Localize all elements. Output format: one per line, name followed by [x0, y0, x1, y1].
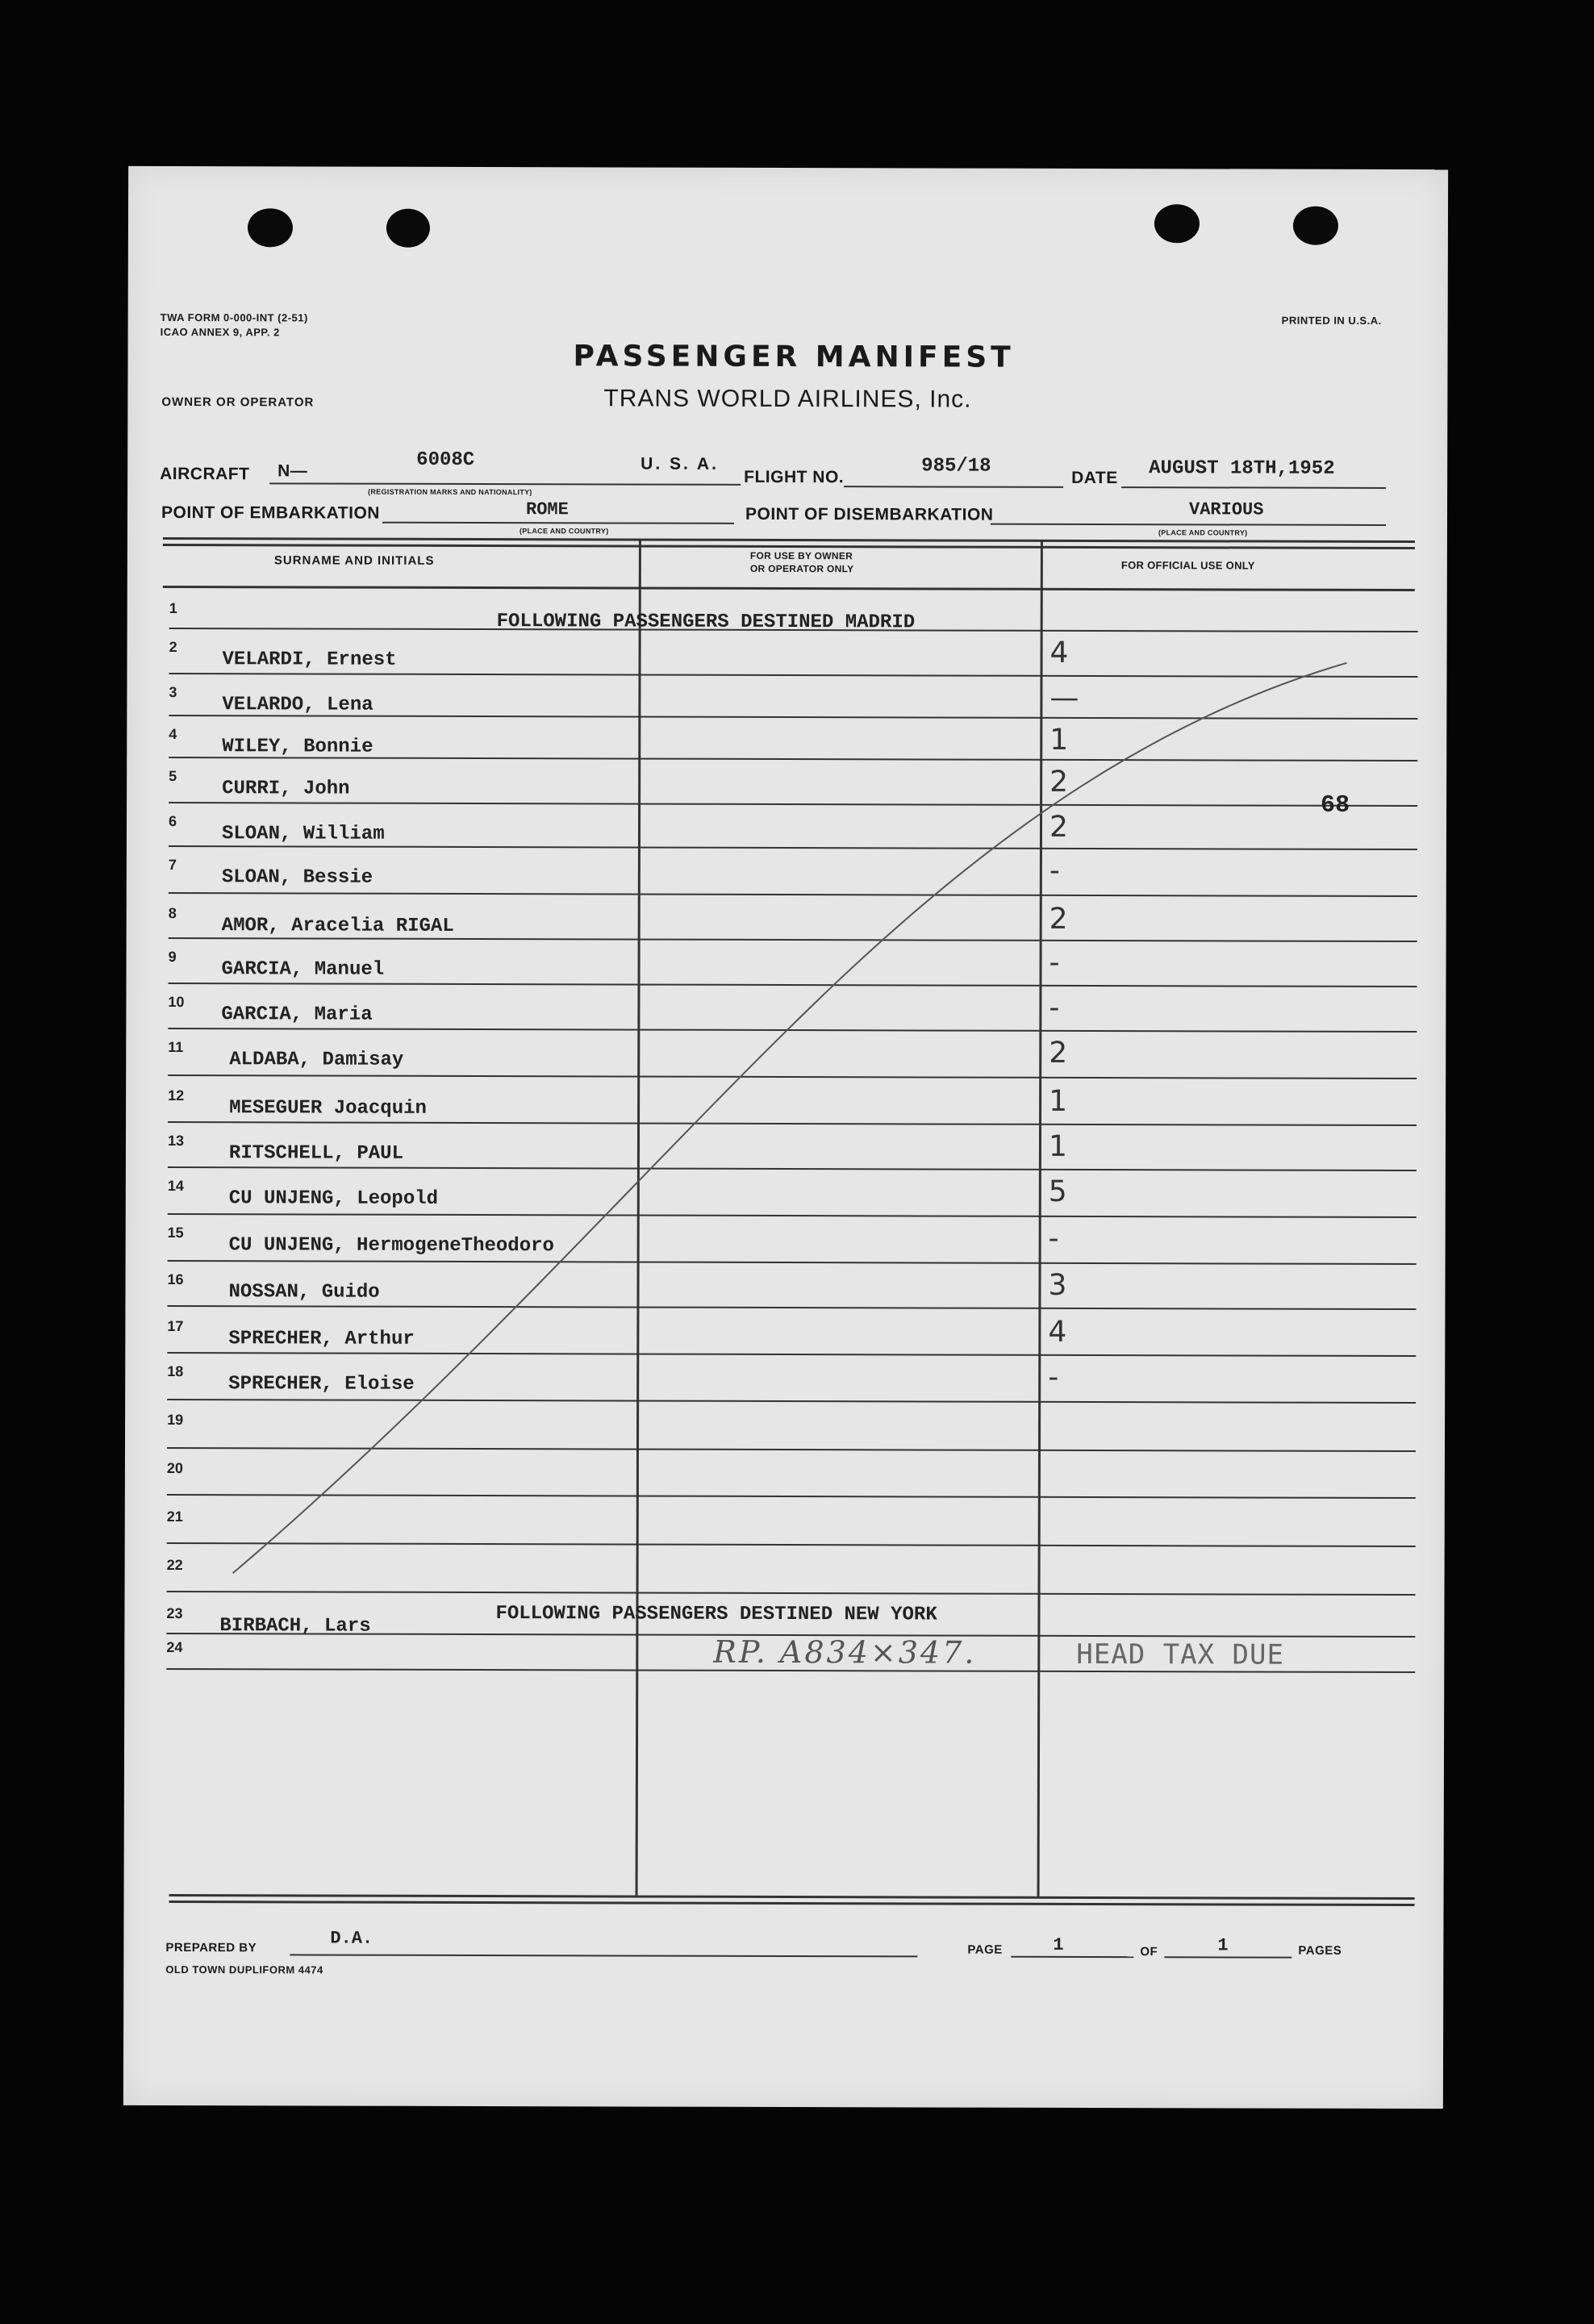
passenger-name: BIRBACH, Lars	[219, 1615, 371, 1638]
punch-hole	[1293, 207, 1338, 245]
row-rule	[168, 1121, 1417, 1126]
of-label: OF	[1140, 1945, 1158, 1959]
printed-in-usa: PRINTED IN U.S.A.	[1281, 314, 1382, 327]
prepared-by-value: D.A.	[330, 1928, 373, 1949]
passenger-name: VELARDO, Lena	[222, 694, 373, 716]
aircraft-value: 6008C	[416, 449, 475, 471]
row-rule	[169, 673, 1418, 678]
row-rule	[169, 715, 1417, 720]
flight-underline	[844, 486, 1063, 488]
rp-number: RP. A834×347.	[713, 1633, 977, 1671]
table-top-rule	[163, 537, 1415, 543]
embarkation-caption: (PLACE AND COUNTRY)	[519, 527, 609, 536]
row-rule	[167, 1591, 1416, 1596]
disembarkation-label: POINT OF DISEMBARKATION	[745, 504, 994, 524]
row-rule	[167, 1447, 1416, 1452]
manifest-paper	[123, 166, 1448, 2109]
row-rule	[169, 845, 1417, 850]
row-rule	[168, 983, 1417, 987]
date-label: DATE	[1071, 468, 1118, 488]
aircraft-label: AIRCRAFT	[160, 464, 250, 484]
row-rule	[168, 1074, 1417, 1079]
official-mark: 1	[1049, 723, 1069, 757]
row-number: 24	[166, 1638, 183, 1656]
official-mark: -	[1049, 853, 1060, 887]
row-number: 18	[167, 1362, 184, 1380]
flight-no-label: FLIGHT NO.	[744, 467, 845, 487]
registration-caption: (REGISTRATION MARKS AND NATIONALITY)	[368, 487, 532, 497]
of-underline	[1164, 1956, 1291, 1958]
official-mark: —	[1049, 681, 1079, 715]
table-bottom-rule-2	[169, 1901, 1415, 1906]
passenger-name: CU UNJENG, Leopold	[228, 1187, 439, 1210]
official-mark: 5	[1048, 1175, 1067, 1208]
row-number: 16	[167, 1270, 184, 1288]
row-number: 10	[168, 993, 185, 1011]
nationality: U. S. A.	[641, 454, 719, 474]
passenger-name: SPRECHER, Arthur	[228, 1328, 415, 1350]
row-rule	[168, 1213, 1417, 1218]
column-divider-1	[636, 540, 641, 1896]
of-value: 1	[1217, 1935, 1229, 1956]
embarkation-label: POINT OF EMBARKATION	[161, 503, 380, 523]
official-mark: 3	[1048, 1268, 1067, 1302]
page-underline	[1011, 1956, 1133, 1958]
column-header-owner-2: OR OPERATOR ONLY	[749, 562, 854, 575]
header-bottom-rule	[163, 586, 1415, 591]
row-number: 22	[166, 1556, 183, 1574]
row-number: 19	[167, 1411, 184, 1429]
punch-hole	[386, 209, 430, 248]
prepared-by-label: PREPARED BY	[165, 1940, 257, 1955]
passenger-name: VELARDI, Ernest	[222, 649, 397, 671]
row-rule	[169, 937, 1417, 942]
row-number: 20	[166, 1459, 183, 1477]
prepared-underline	[290, 1954, 917, 1957]
passenger-name: CURRI, John	[222, 778, 350, 800]
row-rule	[167, 1542, 1416, 1547]
row-number: 9	[168, 948, 177, 966]
row-number: 1	[169, 599, 177, 617]
row-number: 11	[168, 1038, 184, 1056]
date-value: AUGUST 18TH,1952	[1149, 457, 1335, 480]
column-header-surname: SURNAME AND INITIALS	[273, 553, 435, 568]
embarkation-underline	[382, 522, 734, 524]
form-id-line-2: ICAO ANNEX 9, APP. 2	[160, 325, 280, 339]
passenger-name: AMOR, Aracelia RIGAL	[221, 915, 454, 937]
official-mark: 2	[1049, 902, 1068, 936]
column-header-official: FOR OFFICIAL USE ONLY	[1120, 559, 1255, 572]
passenger-name: WILEY, Bonnie	[222, 736, 373, 758]
row-number: 23	[166, 1604, 183, 1622]
column-header-owner-1: FOR USE BY OWNER	[749, 549, 853, 562]
official-mark: -	[1048, 1221, 1059, 1255]
row-rule	[169, 892, 1417, 897]
head-tax-stamp: HEAD TAX DUE	[1076, 1638, 1285, 1671]
row-number: 15	[167, 1224, 184, 1241]
official-mark: 1	[1049, 1084, 1068, 1118]
row-number: 2	[169, 638, 177, 656]
row-number: 17	[167, 1317, 184, 1335]
passenger-name: GARCIA, Maria	[221, 1003, 373, 1026]
official-mark: -	[1048, 1360, 1059, 1394]
row-number: 3	[169, 683, 177, 701]
row-rule	[167, 1399, 1416, 1404]
airline-name: TRANS WORLD AIRLINES, Inc.	[603, 385, 972, 413]
aircraft-prefix: N—	[277, 461, 308, 481]
row-number: 14	[167, 1177, 184, 1195]
row-number: 12	[168, 1087, 185, 1104]
row-rule	[167, 1494, 1416, 1499]
official-mark: 1	[1048, 1129, 1067, 1163]
passenger-name: SLOAN, Bessie	[221, 866, 373, 889]
row-number: 8	[168, 904, 177, 922]
official-mark: 2	[1049, 1036, 1068, 1070]
aircraft-underline	[269, 482, 741, 486]
row-rule	[168, 1260, 1417, 1265]
punch-hole	[1154, 204, 1200, 243]
disembarkation-value: VARIOUS	[1189, 499, 1264, 520]
date-underline	[1121, 486, 1386, 489]
disembarkation-underline	[991, 524, 1386, 526]
passenger-name: MESEGUER Joacquin	[229, 1097, 427, 1120]
row-rule	[167, 1305, 1416, 1310]
owner-label: OWNER OR OPERATOR	[161, 394, 315, 410]
row-rule	[168, 1166, 1417, 1171]
passenger-name: GARCIA, Manuel	[221, 958, 385, 981]
official-mark: 4	[1048, 1315, 1067, 1349]
passenger-name: CU UNJENG, HermogeneTheodoro	[228, 1234, 554, 1258]
form-id-line-1: TWA FORM 0-000-INT (2-51)	[160, 311, 308, 324]
table-bottom-rule	[169, 1894, 1415, 1900]
new-york-note: FOLLOWING PASSENGERS DESTINED NEW YORK	[495, 1603, 937, 1626]
passenger-name: RITSCHELL, PAUL	[228, 1142, 404, 1165]
official-mark: 4	[1049, 636, 1069, 670]
official-mark: 2	[1049, 810, 1068, 844]
row-rule	[168, 1028, 1417, 1033]
madrid-note: FOLLOWING PASSENGERS DESTINED MADRID	[496, 611, 916, 634]
punch-hole	[248, 208, 293, 247]
passenger-name: SLOAN, William	[221, 823, 385, 845]
row-number: 5	[169, 767, 177, 785]
official-mark: -	[1049, 945, 1060, 979]
row-number: 4	[169, 725, 177, 743]
passenger-name: SPRECHER, Eloise	[228, 1373, 415, 1396]
passenger-name: NOSSAN, Guido	[228, 1281, 380, 1304]
page-value: 1	[1053, 1934, 1064, 1955]
table-top-rule-2	[163, 544, 1415, 549]
page-title: PASSENGER MANIFEST	[573, 340, 1015, 374]
row5-extra: 68	[1321, 791, 1350, 820]
row-rule	[169, 802, 1417, 807]
row-number: 13	[167, 1132, 185, 1149]
row-rule	[167, 1352, 1416, 1357]
official-mark: -	[1049, 991, 1060, 1024]
flight-no-value: 985/18	[921, 455, 991, 478]
row-number: 21	[166, 1508, 183, 1525]
printer-imprint: OLD TOWN DUPLIFORM 4474	[165, 1963, 323, 1976]
disembarkation-caption: (PLACE AND COUNTRY)	[1158, 528, 1248, 537]
page-label: PAGE	[967, 1942, 1003, 1957]
pages-label: PAGES	[1298, 1943, 1342, 1958]
official-mark: 2	[1049, 765, 1069, 799]
embarkation-value: ROME	[526, 499, 569, 520]
row-rule	[169, 757, 1417, 761]
row-number: 7	[168, 856, 177, 874]
column-divider-2	[1037, 541, 1043, 1896]
row-number: 6	[168, 812, 177, 830]
passenger-name: ALDABA, Damisay	[229, 1049, 404, 1071]
